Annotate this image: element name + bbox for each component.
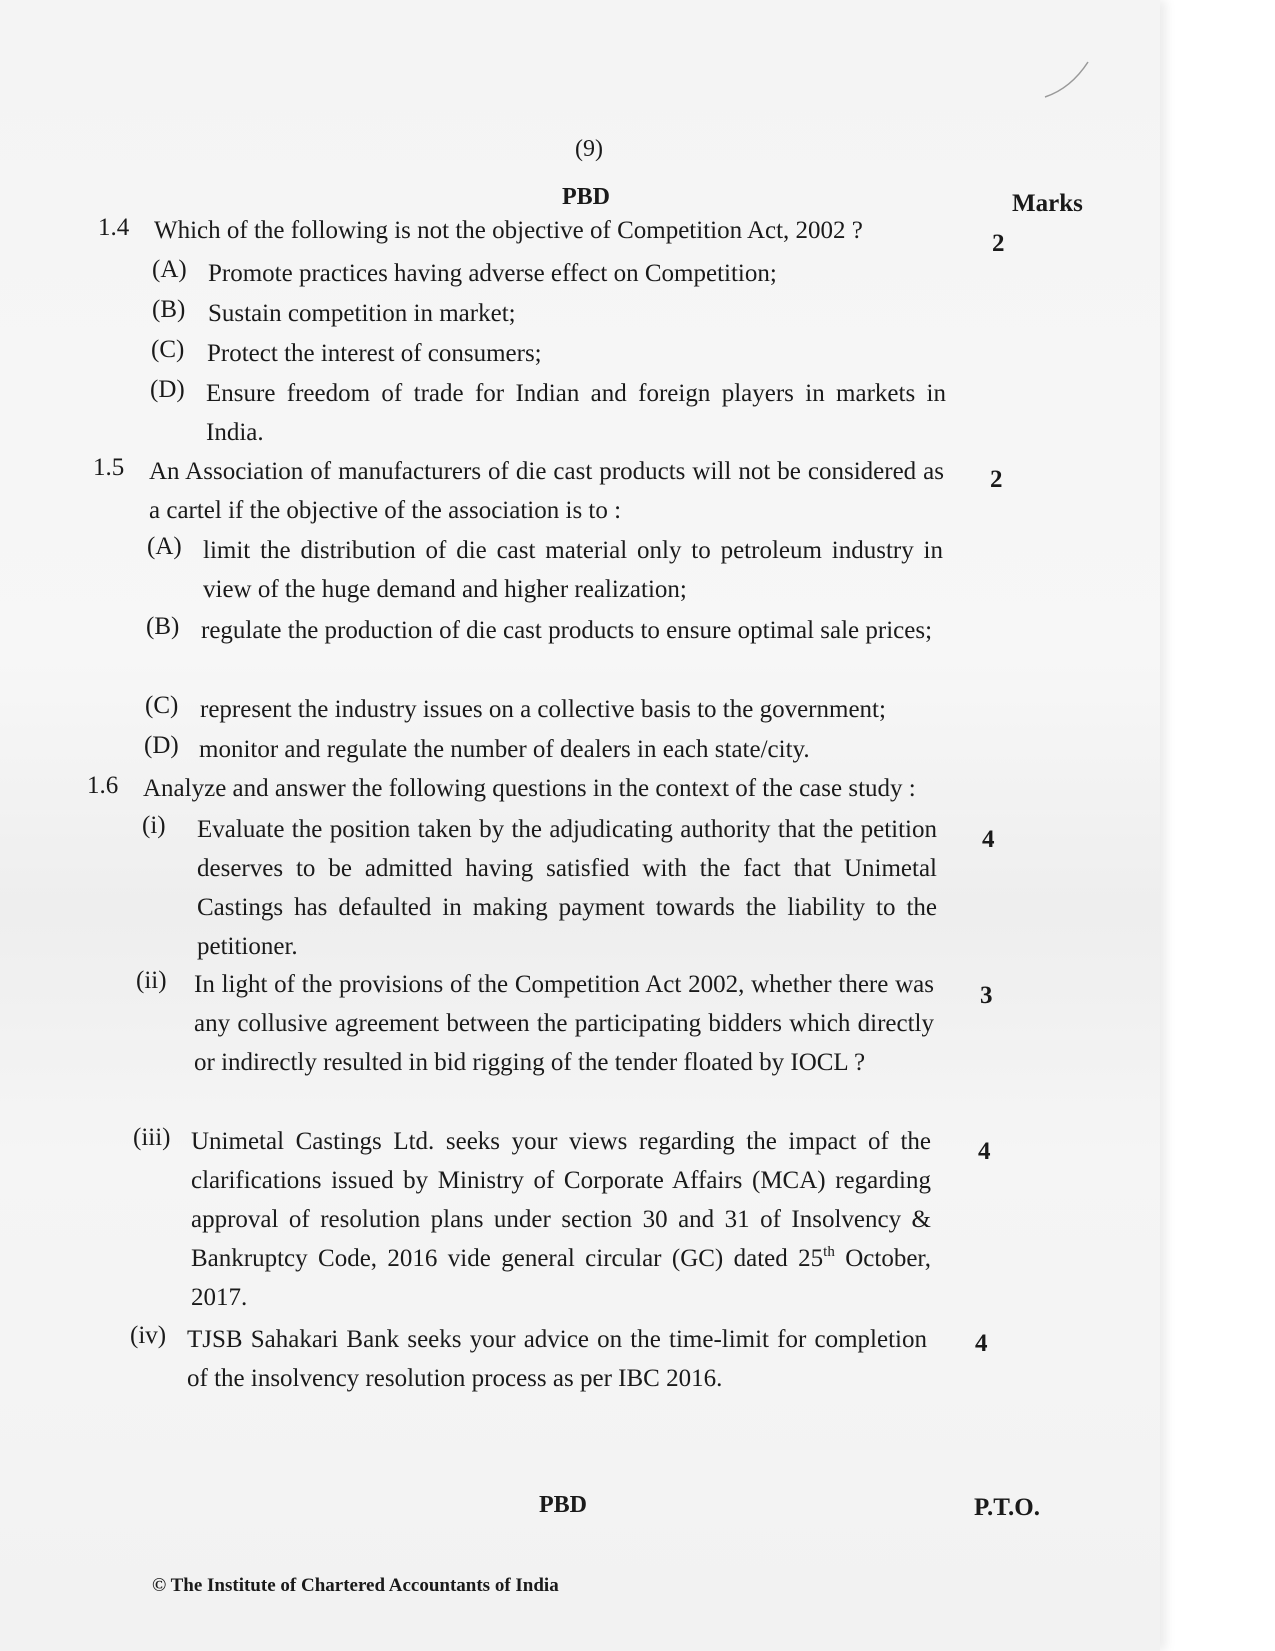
part-label: (i) — [142, 812, 166, 839]
part-marks: 4 — [978, 1138, 991, 1165]
option-label: (C) — [145, 692, 179, 719]
footer-paper-code: PBD — [539, 1492, 587, 1518]
option-label: (A) — [152, 256, 187, 283]
pen-scribble-icon — [1040, 52, 1100, 112]
part-marks: 3 — [980, 982, 993, 1009]
option-text: Promote practices having adverse effect on Competition; — [208, 260, 777, 287]
option-label: (C) — [151, 336, 185, 363]
option-text: limit the distribution of die cast material only to petroleum industry in view of the huge demand and higher realization; — [203, 537, 943, 603]
option-text: Sustain competition in market; — [208, 300, 516, 327]
header-paper-code: PBD — [562, 184, 610, 210]
option-text: monitor and regulate the number of dealers in each state/city. — [199, 736, 810, 763]
part-text-main: Unimetal Castings Ltd. seeks your views regarding the impact of the clarifications issued by Ministry of Corporate Affairs (MCA) regarding approval of resolution plans under section 30 and 31 of Insolvency & Bankruptcy Code, 2016 vide general circular (GC) dated 25 — [191, 1128, 931, 1272]
option-label: (D) — [150, 376, 185, 403]
part-marks: 4 — [975, 1330, 988, 1357]
option-text: represent the industry issues on a collective basis to the government; — [200, 696, 886, 723]
part-text: TJSB Sahakari Bank seeks your advice on the time-limit for completion of the insolvency resolution process as per IBC 2016. — [187, 1326, 927, 1392]
option-text: regulate the production of die cast products to ensure optimal sale prices; — [201, 617, 933, 644]
question-number: 1.6 — [87, 772, 119, 799]
option-label: (B) — [152, 296, 186, 323]
question-marks: 2 — [992, 230, 1005, 257]
question-marks: 2 — [990, 466, 1003, 493]
question-number: 1.5 — [93, 454, 125, 481]
option-text: Ensure freedom of trade for Indian and foreign players in markets in India. — [206, 380, 946, 446]
copyright-notice: © The Institute of Chartered Accountants of India — [152, 1575, 559, 1596]
option-label: (B) — [146, 613, 180, 640]
ordinal-suffix: th — [823, 1244, 835, 1260]
question-text: Analyze and answer the following questions in the context of the case study : — [143, 775, 916, 802]
part-text-end: October, 2017. — [191, 1245, 931, 1311]
question-text: An Association of manufacturers of die cast products will not be considered as a cartel if the objective of the association is to : — [149, 458, 944, 524]
part-text: Evaluate the position taken by the adjudicating authority that the petition deserves to be admitted having satisfied with the fact that Unimetal Castings has defaulted in making payment towards the liability to the petitioner. — [197, 816, 937, 960]
part-marks: 4 — [982, 826, 995, 853]
marks-column-heading: Marks — [1012, 190, 1083, 217]
page-number: (9) — [575, 136, 603, 162]
question-number: 1.4 — [98, 214, 130, 241]
part-label: (iv) — [130, 1322, 167, 1349]
question-text: Which of the following is not the objective of Competition Act, 2002 ? — [154, 217, 863, 244]
option-label: (D) — [144, 732, 179, 759]
part-label: (iii) — [133, 1124, 171, 1151]
please-turn-over: P.T.O. — [974, 1494, 1040, 1521]
part-label: (ii) — [136, 967, 167, 994]
option-label: (A) — [147, 533, 182, 560]
option-text: Protect the interest of consumers; — [207, 340, 542, 367]
part-text — [191, 1122, 931, 1317]
part-text: In light of the provisions of the Competition Act 2002, whether there was any collusive agreement between the participating bidders which directly or indirectly resulted in bid rigging of the tender floated by IOCL ? — [194, 971, 934, 1076]
